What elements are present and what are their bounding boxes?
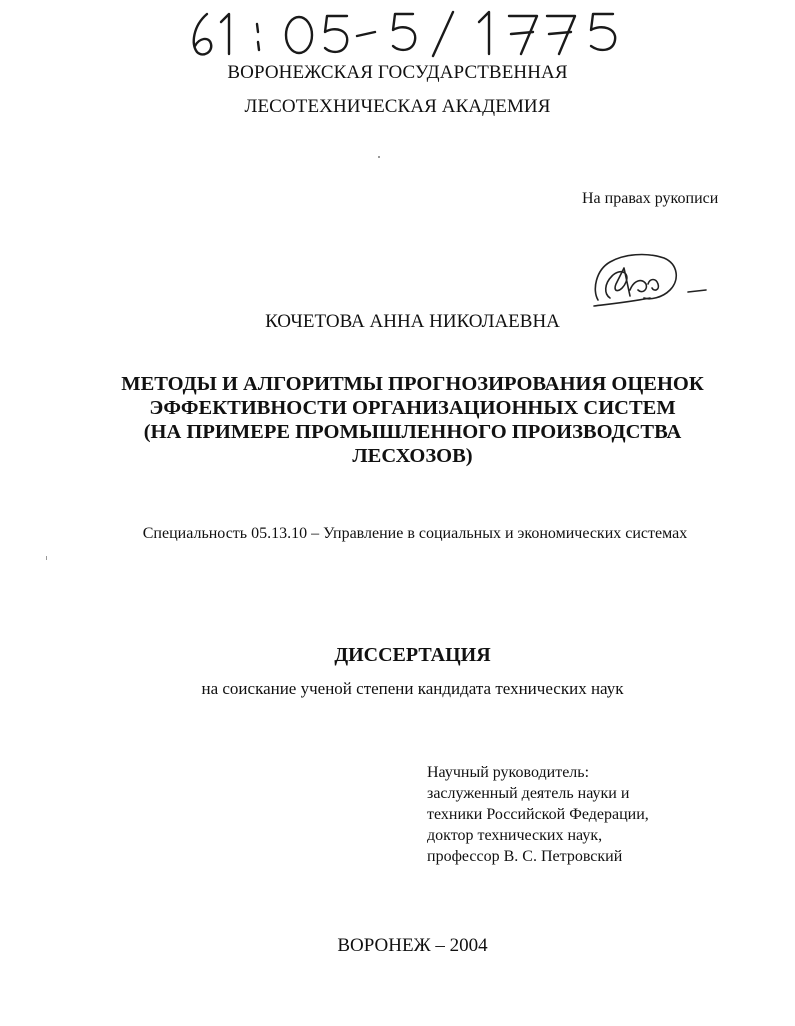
specialty: Специальность 05.13.10 – Управление в социальных и экономических системах: [142, 525, 688, 542]
author-name: КОЧЕТОВА АННА НИКОЛАЕВНА: [265, 311, 560, 332]
dissertation-title: [100, 372, 725, 468]
supervisor-line: доктор технических наук,: [427, 827, 603, 844]
title-line: ЭФФЕКТИВНОСТИ ОРГАНИЗАЦИОННЫХ СИСТЕМ: [149, 397, 676, 419]
institution-line-1: ВОРОНЕЖСКАЯ ГОСУДАРСТВЕННАЯ: [227, 62, 568, 83]
rights-note: На правах рукописи: [582, 190, 719, 207]
document-type-heading: ДИССЕРТАЦИЯ: [334, 644, 491, 666]
supervisor-line: Научный руководитель:: [427, 764, 590, 781]
handwritten-catalog-number: [185, 8, 625, 60]
supervisor-line: заслуженный деятель науки и: [427, 785, 630, 802]
supervisor-line: техники Российской Федерации,: [427, 806, 649, 823]
degree-statement: на соискание ученой степени кандидата технических наук: [201, 679, 624, 698]
scan-speck: [46, 556, 47, 560]
institution-line-2: ЛЕСОТЕХНИЧЕСКАЯ АКАДЕМИЯ: [244, 96, 551, 117]
title-line: (НА ПРИМЕРЕ ПРОМЫШЛЕННОГО ПРОИЗВОДСТВА: [143, 421, 682, 443]
author-signature: [590, 250, 710, 312]
city-year: ВОРОНЕЖ – 2004: [337, 935, 488, 956]
scan-speck: [378, 156, 380, 158]
supervisor-block: [427, 762, 649, 867]
title-line: ЛЕСХОЗОВ): [352, 445, 473, 467]
supervisor-line: профессор В. С. Петровский: [427, 848, 623, 865]
title-line: МЕТОДЫ И АЛГОРИТМЫ ПРОГНОЗИРОВАНИЯ ОЦЕНОК: [121, 373, 704, 395]
